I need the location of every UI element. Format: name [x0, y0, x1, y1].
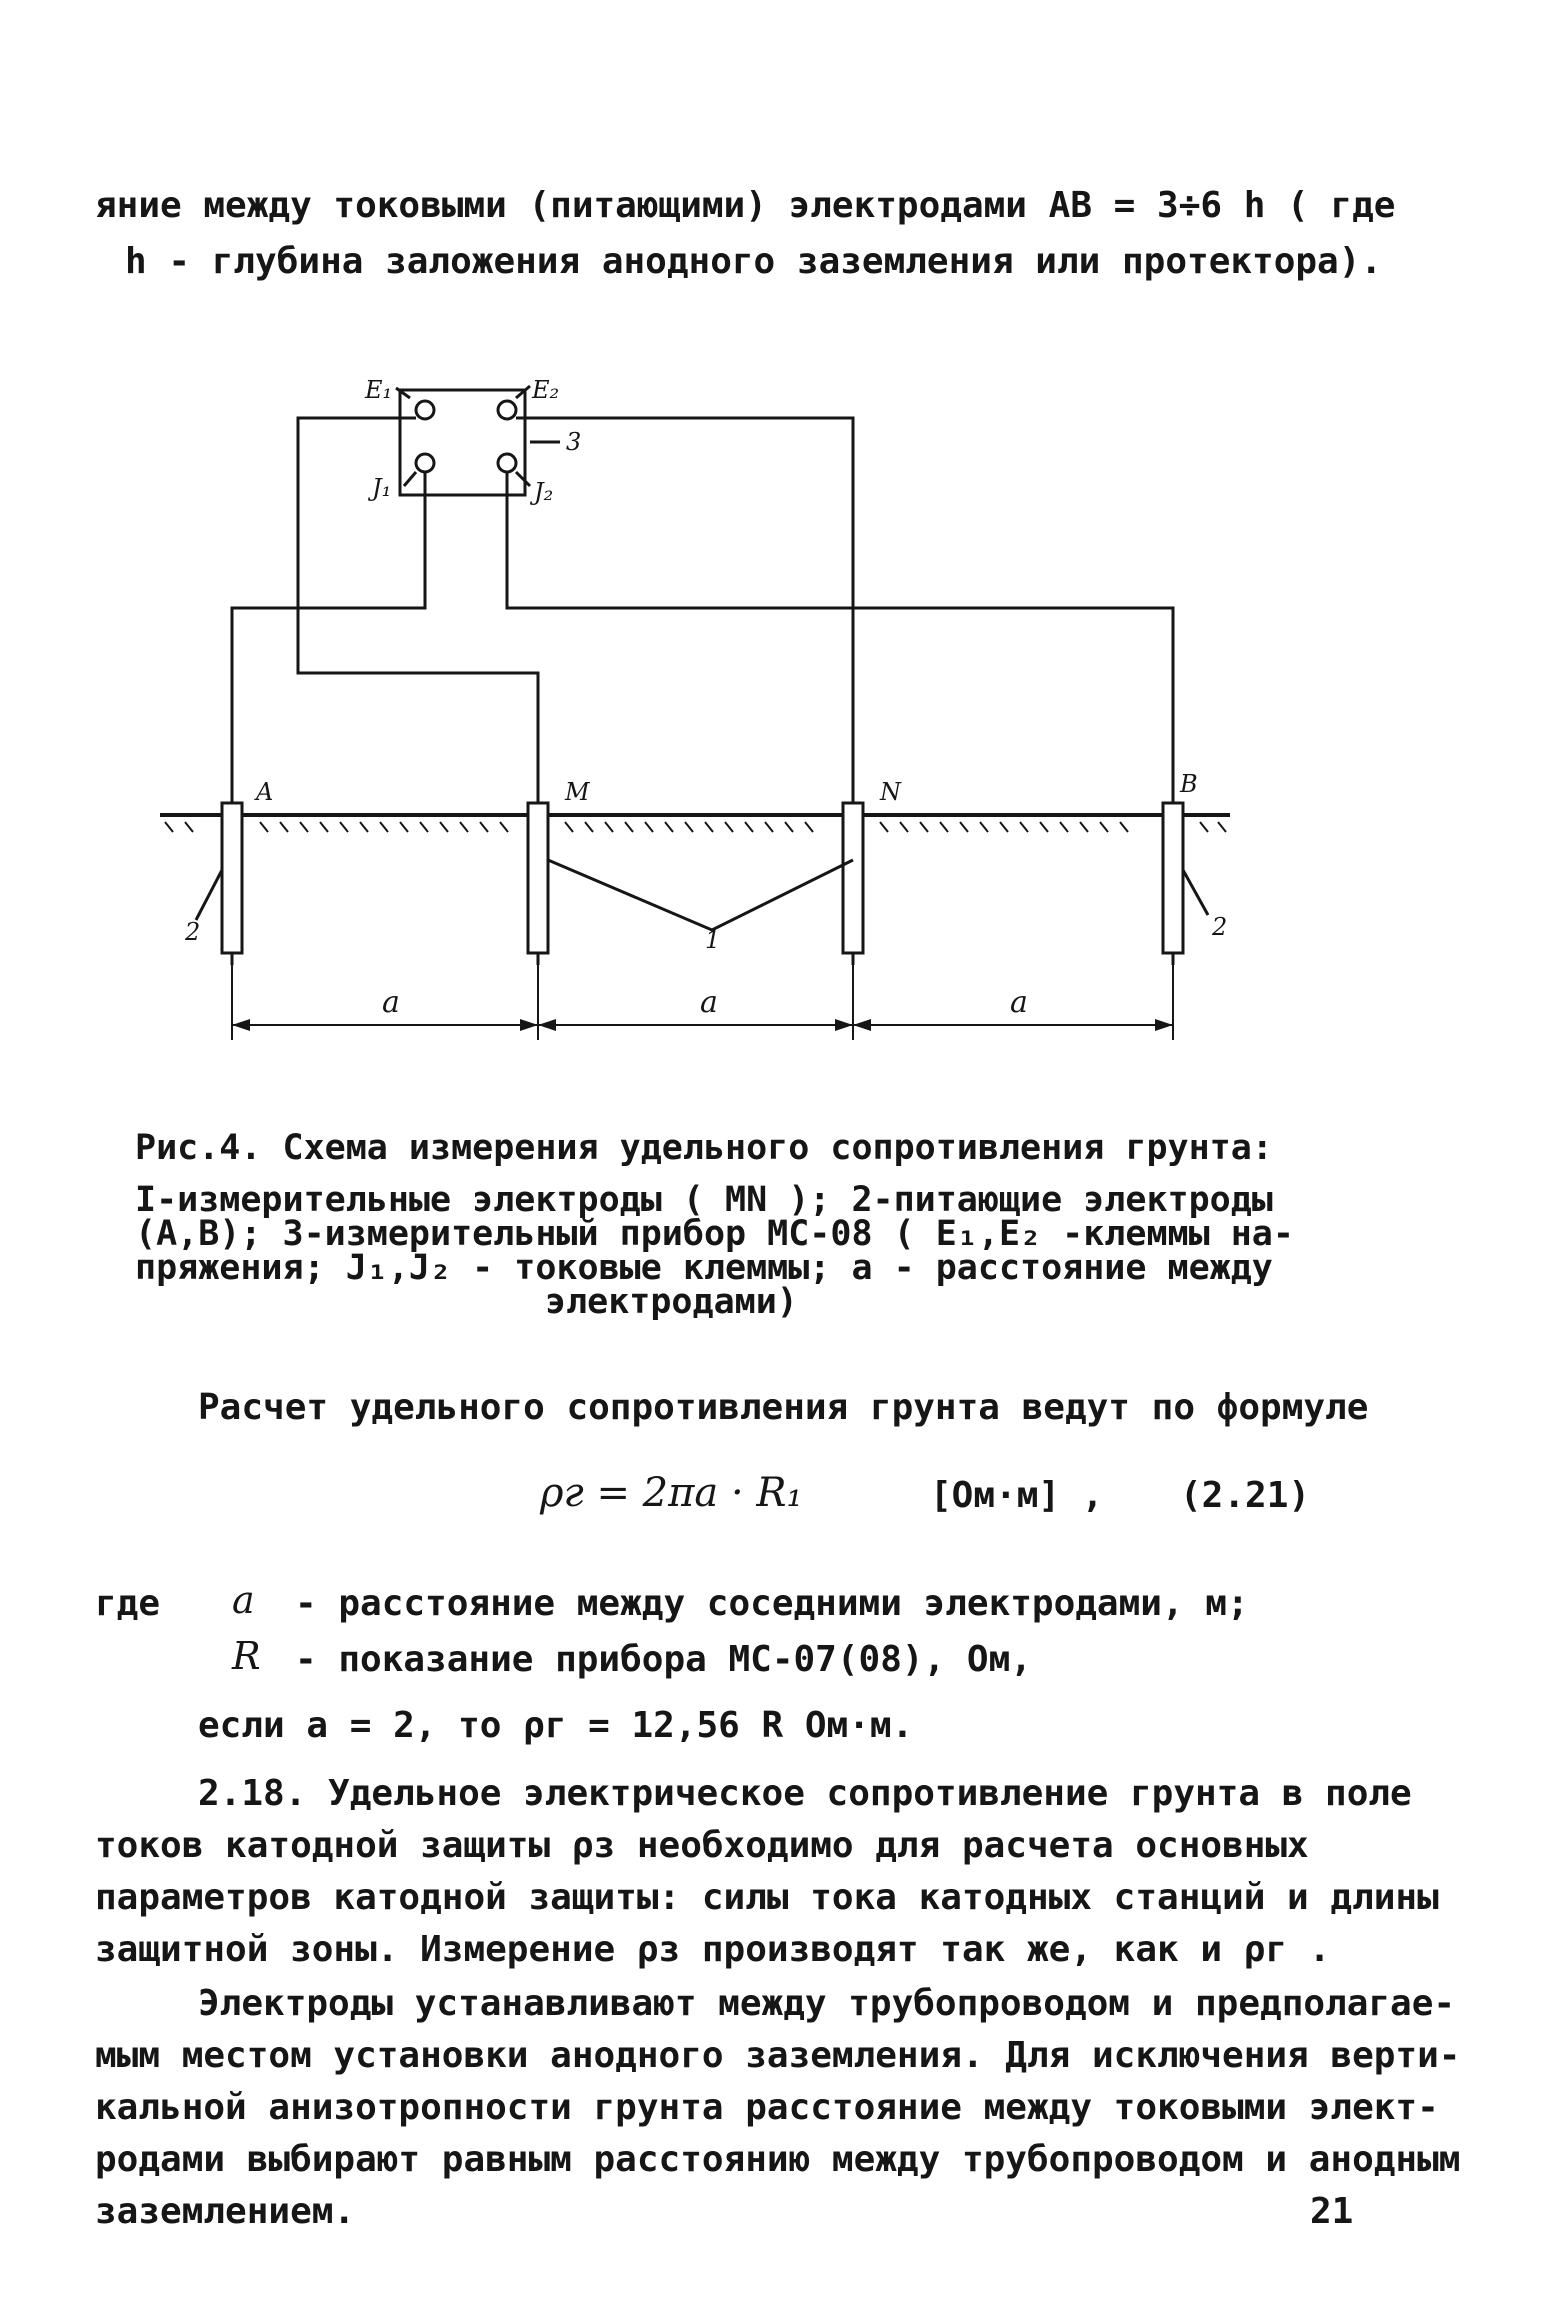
where-a-symbol: a — [232, 1578, 255, 1622]
where-word: где — [95, 1583, 161, 1624]
para2-line3: кальной анизотропности грунта расстояние между токовыми элект- — [95, 2087, 1439, 2128]
terminal-e2 — [498, 401, 516, 419]
if-line: если a = 2, то ρг = 12,56 R Ом·м. — [198, 1705, 914, 1746]
dim-label-3: a — [1010, 985, 1028, 1020]
intro-line-2: h - глубина заложения анодного заземления или протектора). — [125, 241, 1383, 282]
para2-line4: родами выбирают равным расстоянию между трубопроводом и анодным — [95, 2139, 1461, 2180]
para1-line2: токов катодной защиты ρз необходимо для расчета основных — [95, 1825, 1309, 1866]
terminal-j1 — [416, 454, 434, 472]
wire-e2 — [516, 418, 853, 803]
wire-j1 — [232, 472, 425, 803]
label-a-top: A — [256, 778, 274, 806]
para1-line1: 2.18. Удельное электрическое сопротивление грунта в поле — [198, 1773, 1412, 1814]
label-n: N — [880, 778, 901, 806]
figure-caption-line-1: Рис.4. Схема измерения удельного сопротивления грунта: — [135, 1128, 1273, 1168]
formula-row — [0, 1470, 1555, 1530]
where-r-text: - показание прибора МС-07(08), Ом, — [295, 1639, 1032, 1680]
terminal-e1 — [416, 401, 434, 419]
formula: ρг = 2πa · R₁ — [540, 1470, 803, 1516]
figure-caption-line-2: I-измерительные электроды ( MN ); 2-питающие электроды — [135, 1180, 1273, 1220]
label-b: B — [1180, 770, 1198, 798]
formula-number: (2.21) — [1180, 1475, 1311, 1516]
para2-line5: заземлением. — [95, 2191, 356, 2232]
ground-hatching — [165, 822, 1226, 832]
para2-line1: Электроды устанавливают между трубопроводом и предполагае- — [198, 1983, 1456, 2024]
electrode-m — [528, 803, 548, 953]
intro-line-1: яние между токовыми (питающими) электродами АВ = 3÷6 h ( где — [95, 185, 1396, 226]
figure-caption-line-5: электродами) — [545, 1282, 798, 1322]
where-r-symbol: R — [232, 1634, 261, 1678]
label-two-left: 2 — [185, 918, 201, 946]
label-m: M — [565, 778, 590, 806]
para1-line3: параметров катодной защиты: силы тока катодных станций и длины — [95, 1877, 1439, 1918]
label-j2: J₂ — [534, 478, 554, 506]
page-number: 21 — [1310, 2191, 1354, 2232]
label-two-right: 2 — [1212, 913, 1228, 941]
para2-line2: мым местом установки анодного заземления. Для исключения верти- — [95, 2035, 1461, 2076]
wire-j2 — [507, 472, 1173, 803]
label-e1: E₁ — [365, 376, 393, 404]
label-three: 3 — [566, 428, 582, 456]
electrode-b — [1163, 803, 1183, 953]
para1-line4: защитной зоны. Измерение ρз производят так же, как и ρг . — [95, 1929, 1331, 1970]
label-e2: E₂ — [532, 376, 560, 404]
where-a-text: - расстояние между соседними электродами, м; — [295, 1583, 1249, 1624]
label-one: 1 — [705, 926, 721, 954]
figure-caption-line-3: (A,B); 3-измерительный прибор МС-08 ( E₁,E₂ -клеммы на- — [135, 1214, 1294, 1254]
formula-unit: [Ом·м] , — [930, 1475, 1104, 1516]
wire-e1 — [298, 418, 538, 803]
electrode-a — [222, 803, 242, 953]
dim-label-1: a — [382, 985, 400, 1020]
label-j1: J₁ — [372, 474, 392, 502]
electrode-n — [843, 803, 863, 953]
dim-label-2: a — [700, 985, 718, 1020]
figure-caption-line-4: пряжения; J₁,J₂ - токовые клеммы; a - расстояние между — [135, 1248, 1273, 1288]
calc-intro: Расчет удельного сопротивления грунта ведут по формуле — [198, 1387, 1369, 1428]
terminal-j2 — [498, 454, 516, 472]
measurement-scheme-diagram — [0, 0, 1555, 1100]
